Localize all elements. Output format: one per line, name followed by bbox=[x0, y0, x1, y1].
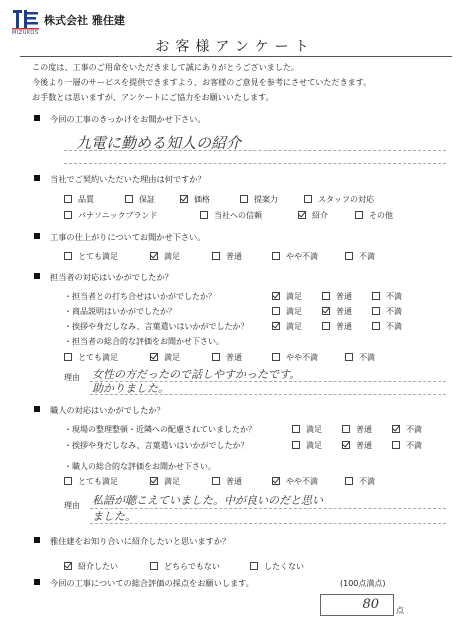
option-label: 満足 bbox=[164, 353, 180, 362]
title-divider bbox=[20, 56, 452, 57]
q2-heading bbox=[34, 174, 206, 185]
answer-line bbox=[90, 394, 446, 395]
checkbox[interactable] bbox=[212, 252, 220, 260]
checkbox[interactable] bbox=[322, 322, 330, 330]
scale-option[interactable] bbox=[322, 321, 352, 332]
checkbox[interactable] bbox=[272, 307, 280, 315]
scale-option[interactable] bbox=[392, 424, 422, 435]
q5-overall-option[interactable] bbox=[345, 476, 375, 487]
option-label: 価格 bbox=[194, 195, 210, 204]
option-label: 提案力 bbox=[254, 195, 278, 204]
answer-line bbox=[64, 163, 446, 164]
checkbox[interactable] bbox=[272, 252, 280, 260]
checkbox[interactable] bbox=[125, 195, 133, 203]
q2-question: 当社でご契約いただいた理由は何ですか？ bbox=[50, 174, 206, 184]
score-unit: 点 bbox=[396, 606, 404, 615]
option-label: スタッフの対応 bbox=[318, 195, 374, 204]
checkbox[interactable] bbox=[372, 307, 380, 315]
option-label: どちらでもない bbox=[164, 562, 220, 571]
q2-row1 bbox=[0, 194, 470, 206]
q4-overall-question: ・担当者の総合的な評価をお聞かせ下さい。 bbox=[64, 337, 224, 346]
logo-subtext: MIZUKOS bbox=[12, 30, 39, 36]
checkbox[interactable] bbox=[64, 562, 72, 570]
checkbox[interactable] bbox=[180, 195, 188, 203]
scale-option[interactable] bbox=[292, 440, 322, 451]
checkbox[interactable] bbox=[272, 292, 280, 300]
q2-option[interactable] bbox=[355, 210, 393, 221]
checkbox[interactable] bbox=[64, 353, 72, 361]
checkbox[interactable] bbox=[272, 322, 280, 330]
scale-option[interactable] bbox=[322, 291, 352, 302]
bullet-square-icon bbox=[34, 175, 40, 181]
checkbox[interactable] bbox=[64, 252, 72, 260]
option-label: 普通 bbox=[356, 425, 372, 434]
checkbox[interactable] bbox=[150, 353, 158, 361]
scale-option[interactable] bbox=[322, 306, 352, 317]
q2-option[interactable] bbox=[200, 210, 262, 221]
q1-heading bbox=[34, 114, 206, 125]
scale-option[interactable] bbox=[272, 291, 302, 302]
option-label: 普通 bbox=[336, 292, 352, 301]
option-label: やや不満 bbox=[286, 252, 318, 261]
company-name: 株式会社 雅住建 bbox=[44, 14, 125, 27]
scale-option[interactable] bbox=[372, 321, 402, 332]
q2-option[interactable] bbox=[180, 194, 210, 205]
option-label: 満足 bbox=[306, 425, 322, 434]
checkbox[interactable] bbox=[298, 211, 306, 219]
option-label: やや不満 bbox=[286, 477, 318, 486]
bullet-square-icon bbox=[34, 233, 40, 239]
option-label: 不満 bbox=[386, 322, 402, 331]
q3-option[interactable] bbox=[150, 251, 180, 262]
q5-overall-option[interactable] bbox=[212, 476, 242, 487]
checkbox[interactable] bbox=[150, 562, 158, 570]
option-label: やや不満 bbox=[286, 353, 318, 362]
q5-reason-line-2[interactable]: ました。 bbox=[92, 510, 136, 523]
option-label: とても満足 bbox=[78, 477, 118, 486]
checkbox[interactable] bbox=[345, 353, 353, 361]
checkbox[interactable] bbox=[150, 252, 158, 260]
q4-question: 担当者の対応はいかがでしたか？ bbox=[50, 272, 173, 282]
q4-heading bbox=[34, 272, 173, 283]
q5-reason-label: 理由 bbox=[64, 501, 80, 510]
checkbox[interactable] bbox=[250, 562, 258, 570]
q4-overall-option[interactable] bbox=[212, 352, 242, 363]
q4-sub-row bbox=[0, 321, 470, 333]
option-label: 不満 bbox=[359, 252, 375, 261]
title-wrap bbox=[0, 36, 470, 56]
option-label: 普通 bbox=[226, 353, 242, 362]
option-label: 満足 bbox=[164, 477, 180, 486]
option-label: 普通 bbox=[226, 252, 242, 261]
checkbox[interactable] bbox=[240, 195, 248, 203]
option-label: 紹介したい bbox=[78, 562, 118, 571]
page-title: お客様アンケート bbox=[155, 39, 315, 55]
q5-sub-question: ・現場の整理整頓・近隣への配慮されていましたか？ bbox=[64, 425, 256, 434]
option-label: 不満 bbox=[386, 307, 402, 316]
checkbox[interactable] bbox=[345, 477, 353, 485]
scale-option[interactable] bbox=[342, 424, 372, 435]
checkbox[interactable] bbox=[355, 211, 363, 219]
checkbox[interactable] bbox=[212, 353, 220, 361]
bullet-square-icon bbox=[34, 273, 40, 279]
option-label: パナソニックブランド bbox=[78, 211, 158, 220]
q6-options bbox=[0, 561, 470, 573]
answer-line bbox=[90, 523, 446, 524]
answer-line bbox=[90, 508, 446, 509]
q2-row2 bbox=[0, 210, 470, 222]
option-label: 普通 bbox=[336, 322, 352, 331]
checkbox[interactable] bbox=[392, 441, 400, 449]
checkbox[interactable] bbox=[322, 307, 330, 315]
checkbox[interactable] bbox=[64, 195, 72, 203]
q4-overall-option[interactable] bbox=[345, 352, 375, 363]
q3-heading bbox=[34, 232, 205, 243]
q3-options bbox=[0, 251, 470, 263]
scale-option[interactable] bbox=[392, 440, 422, 451]
q7-heading bbox=[34, 578, 254, 589]
q4-sub-question: ・担当者との打ち合せはいかがでしたか？ bbox=[64, 292, 216, 301]
checkbox[interactable] bbox=[304, 195, 312, 203]
q5-reason-line-1[interactable]: 私語が聴こえていました。中が良いのだと思い bbox=[92, 494, 323, 507]
q3-question: 工事の仕上がりについてお聞かせ下さい。 bbox=[50, 232, 206, 242]
checkbox[interactable] bbox=[272, 353, 280, 361]
q4-reason-label: 理由 bbox=[64, 373, 80, 382]
q6-question: 雅住建をお知り合いに紹介したいと思いますか？ bbox=[50, 536, 231, 546]
q3-option[interactable] bbox=[64, 251, 118, 262]
q6-option[interactable] bbox=[64, 561, 118, 572]
q5-heading bbox=[34, 405, 165, 416]
option-label: 満足 bbox=[286, 322, 302, 331]
scale-option[interactable] bbox=[342, 440, 372, 451]
q5-overall-option[interactable] bbox=[150, 476, 180, 487]
checkbox[interactable] bbox=[212, 477, 220, 485]
option-label: 不満 bbox=[406, 441, 422, 450]
q5-sub-question: ・挨拶や身だしなみ、言葉遣いはいかがでしたか？ bbox=[64, 441, 249, 450]
checkbox[interactable] bbox=[64, 211, 72, 219]
intro-line: お手数とは思いますが、アンケートにご協力をお願いいたします。 bbox=[32, 92, 274, 102]
bullet-square-icon bbox=[34, 115, 40, 121]
q4-reason-line-1[interactable]: 女性の方だったので話しやすかったです。 bbox=[92, 368, 301, 381]
q7-question: 今回の工事についての総合評価の採点をお願いします。 bbox=[50, 578, 254, 588]
option-label: したくない bbox=[264, 562, 304, 571]
q6-option[interactable] bbox=[250, 561, 304, 572]
checkbox[interactable] bbox=[342, 441, 350, 449]
q2-option[interactable] bbox=[298, 210, 328, 221]
q2-option[interactable] bbox=[240, 194, 278, 205]
checkbox[interactable] bbox=[372, 322, 380, 330]
intro-text bbox=[32, 60, 462, 105]
q6-heading bbox=[34, 536, 230, 547]
q2-option[interactable] bbox=[64, 194, 94, 205]
checkbox[interactable] bbox=[342, 425, 350, 433]
option-label: とても満足 bbox=[78, 353, 118, 362]
q4-sub-row bbox=[0, 291, 470, 303]
q5-sub-row bbox=[0, 440, 470, 452]
checkbox[interactable] bbox=[292, 441, 300, 449]
checkbox[interactable] bbox=[64, 477, 72, 485]
q5-overall-option[interactable] bbox=[272, 476, 318, 487]
bullet-square-icon bbox=[34, 537, 40, 543]
option-label: 当社への信頼 bbox=[214, 211, 262, 220]
q4-sub-question: ・商品説明はいかがでしたか？ bbox=[64, 307, 176, 316]
q4-reason-line-2[interactable]: 助かりました。 bbox=[92, 382, 169, 395]
option-label: 満足 bbox=[306, 441, 322, 450]
q4-overall-options bbox=[0, 352, 470, 364]
scale-option[interactable] bbox=[272, 321, 302, 332]
option-label: 保証 bbox=[139, 195, 155, 204]
q2-option[interactable] bbox=[64, 210, 157, 221]
option-label: 満足 bbox=[286, 292, 302, 301]
q5-overall-options bbox=[0, 476, 470, 488]
option-label: 紹介 bbox=[312, 211, 328, 220]
q4-sub-row bbox=[0, 306, 470, 318]
q5-question: 職人の対応はいかがでしたか？ bbox=[50, 405, 165, 415]
checkbox[interactable] bbox=[345, 252, 353, 260]
q3-option[interactable] bbox=[272, 251, 318, 262]
score-box[interactable] bbox=[320, 594, 394, 616]
score-value[interactable]: 80 bbox=[362, 597, 379, 612]
checkbox[interactable] bbox=[200, 211, 208, 219]
checkbox[interactable] bbox=[150, 477, 158, 485]
option-label: 満足 bbox=[286, 307, 302, 316]
q4-overall-option[interactable] bbox=[64, 352, 118, 363]
scale-option[interactable] bbox=[272, 306, 302, 317]
q4-overall-option[interactable] bbox=[150, 352, 180, 363]
scale-option[interactable] bbox=[372, 306, 402, 317]
bullet-square-icon bbox=[34, 579, 40, 585]
intro-line: この度は、工事のご用命をいただきまして誠にありがとうございました。 bbox=[32, 62, 300, 72]
option-label: 普通 bbox=[356, 441, 372, 450]
option-label: 普通 bbox=[226, 477, 242, 486]
q3-option[interactable] bbox=[345, 251, 375, 262]
option-label: その他 bbox=[369, 211, 393, 220]
bullet-square-icon bbox=[34, 406, 40, 412]
q5-sub-row bbox=[0, 424, 470, 436]
option-label: 満足 bbox=[164, 252, 180, 261]
q6-option[interactable] bbox=[150, 561, 220, 572]
scale-option[interactable] bbox=[292, 424, 322, 435]
q1-answer[interactable]: 九電に勤める知人の紹介 bbox=[76, 134, 242, 152]
checkbox[interactable] bbox=[292, 425, 300, 433]
q4-overall-option[interactable] bbox=[272, 352, 318, 363]
q2-option[interactable] bbox=[304, 194, 374, 205]
q7-note: (100点満点) bbox=[340, 579, 386, 588]
q1-question: 今回の工事のきっかけをお聞かせ下さい。 bbox=[50, 114, 206, 124]
q2-option[interactable] bbox=[125, 194, 155, 205]
answer-line bbox=[64, 150, 446, 151]
q4-sub-question: ・挨拶や身だしなみ、言葉遣いはいかがでしたか？ bbox=[64, 322, 249, 331]
option-label: 不満 bbox=[386, 292, 402, 301]
q5-overall-option[interactable] bbox=[64, 476, 118, 487]
option-label: 普通 bbox=[336, 307, 352, 316]
scale-option[interactable] bbox=[372, 291, 402, 302]
option-label: 不満 bbox=[359, 353, 375, 362]
checkbox[interactable] bbox=[372, 292, 380, 300]
q3-option[interactable] bbox=[212, 251, 242, 262]
option-label: 不満 bbox=[406, 425, 422, 434]
checkbox[interactable] bbox=[392, 425, 400, 433]
company-logo-mark bbox=[12, 8, 40, 30]
q5-overall-question: ・職人の総合的な評価をお聞かせ下さい。 bbox=[64, 462, 216, 471]
option-label: 品質 bbox=[78, 195, 94, 204]
intro-line: 今後より一層のサービスを提供できますよう、お客様のご意見を参考にさせていただきます。 bbox=[32, 77, 372, 87]
option-label: とても満足 bbox=[78, 252, 118, 261]
checkbox[interactable] bbox=[272, 477, 280, 485]
option-label: 不満 bbox=[359, 477, 375, 486]
checkbox[interactable] bbox=[322, 292, 330, 300]
